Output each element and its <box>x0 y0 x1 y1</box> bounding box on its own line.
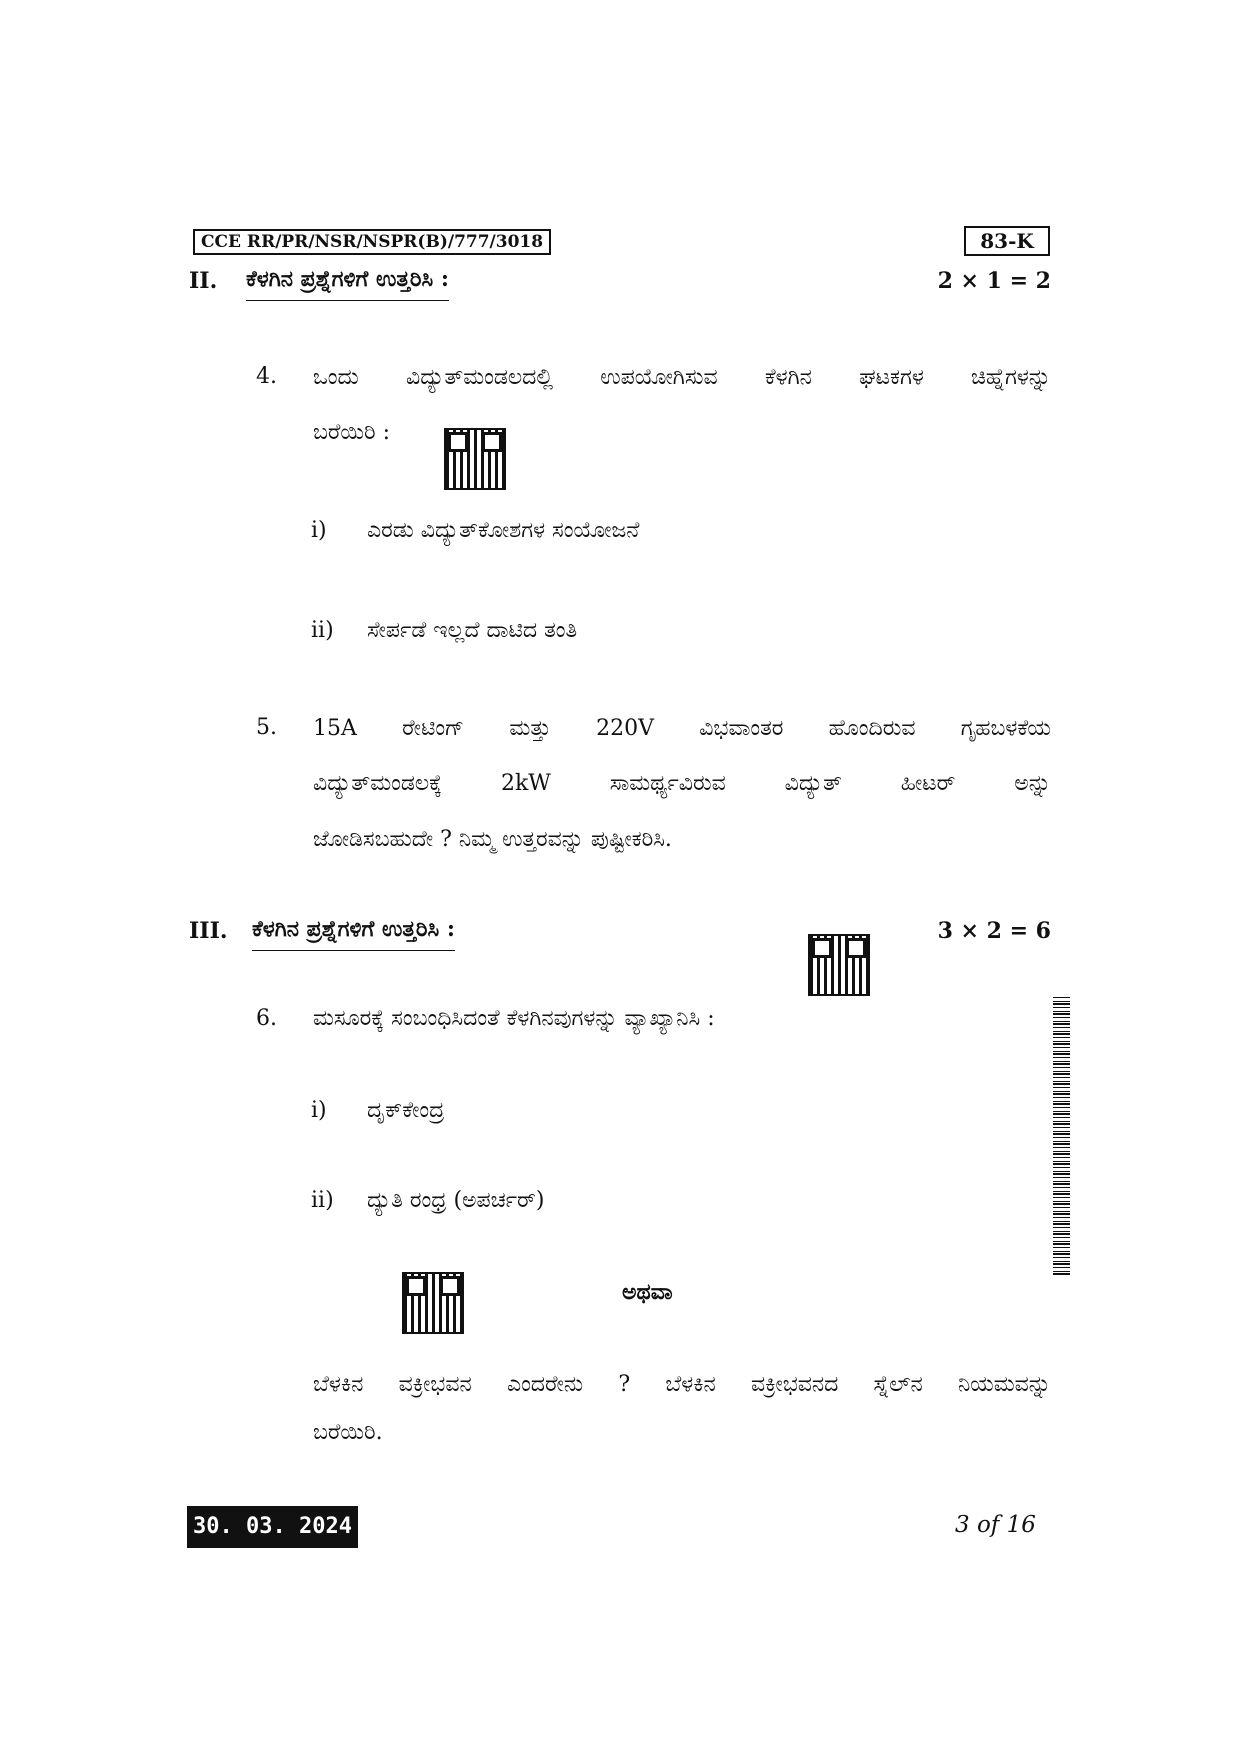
q4-option-1-label: i) <box>311 518 327 543</box>
q6-option-1-label: i) <box>311 1098 327 1123</box>
qr-code-icon <box>402 1272 464 1334</box>
q5-text-line2: ವಿದ್ಯುತ್‌ಮಂಡಲಕ್ಕೆ 2kW ಸಾಮರ್ಥ್ಯವಿರುವ ವಿದ್ಯುತ್ ಹೀಟರ್ ಅನ್ನು <box>313 771 1051 796</box>
section-2-title: ಕೆಳಗಿನ ಪ್ರಶ್ನೆಗಳಿಗೆ ಉತ್ತರಿಸಿ : <box>246 266 449 301</box>
section-3-marks: 3 × 2 = 6 <box>937 918 1051 944</box>
page-number: 3 of 16 <box>955 1512 1036 1538</box>
q4-text-line2: ಬರೆಯಿರಿ : <box>313 420 391 445</box>
q6-option-1-text: ದೃಕ್‌ಕೇಂದ್ರ <box>367 1098 445 1123</box>
section-2-number: II. <box>189 268 218 294</box>
q6-option-2-label: ii) <box>311 1188 334 1213</box>
section-3-title: ಕೆಳಗಿನ ಪ್ರಶ್ನೆಗಳಿಗೆ ಉತ್ತರಿಸಿ : <box>252 916 455 951</box>
q4-option-2-label: ii) <box>311 618 334 643</box>
exam-date: 30. 03. 2024 <box>187 1506 358 1548</box>
or-separator: ಅಥವಾ <box>622 1279 673 1305</box>
q6-number: 6. <box>256 1006 277 1031</box>
qr-code-icon <box>808 934 870 996</box>
question-paper-code: CCE RR/PR/NSR/NSPR(B)/777/3018 <box>193 229 551 255</box>
q6-option-2-text: ದ್ಯುತಿ ರಂಧ್ರ (ಅಪರ್ಚರ್) <box>367 1188 545 1213</box>
q5-text-line3: ಜೋಡಿಸಬಹುದೇ ? ನಿಮ್ಮ ಉತ್ತರವನ್ನು ಪುಷ್ಟೀಕರಿಸಿ. <box>313 827 672 852</box>
qr-code-icon <box>444 428 506 490</box>
q5-number: 5. <box>256 715 277 740</box>
q5-text-line1: 15A ರೇಟಿಂಗ್ ಮತ್ತು 220V ವಿಭವಾಂತರ ಹೊಂದಿರುವ ಗೃಹಬಳಕೆಯ <box>313 716 1051 741</box>
q4-option-1-text: ಎರಡು ವಿದ್ಯುತ್‌ಕೋಶಗಳ ಸಂಯೋಜನೆ <box>367 518 640 543</box>
q4-number: 4. <box>256 364 277 389</box>
q6-alt-text-line1: ಬೆಳಕಿನ ವಕ್ರೀಭವನ ಎಂದರೇನು ? ಬೆಳಕಿನ ವಕ್ರೀಭವನದ ಸ್ನೆಲ್‌ನ ನಿಯಮವನ್ನು <box>313 1372 1051 1397</box>
q6-text: ಮಸೂರಕ್ಕೆ ಸಂಬಂಧಿಸಿದಂತೆ ಕೆಳಗಿನವುಗಳನ್ನು ವ್ಯಾಖ್ಯಾನಿಸಿ : <box>313 1006 715 1031</box>
q6-alt-text-line2: ಬರೆಯಿರಿ. <box>313 1420 383 1445</box>
section-2-marks: 2 × 1 = 2 <box>937 268 1051 294</box>
q4-option-2-text: ಸೇರ್ಪಡೆ ಇಲ್ಲದೆ ದಾಟಿದ ತಂತಿ <box>367 618 578 643</box>
section-3-number: III. <box>189 918 228 944</box>
subject-code-box: 83-K <box>964 226 1050 256</box>
barcode-icon <box>1053 997 1070 1275</box>
q4-text-line1: ಒಂದು ವಿದ್ಯುತ್‌ಮಂಡಲದಲ್ಲಿ ಉಪಯೋಗಿಸುವ ಕೆಳಗಿನ ಘಟಕಗಳ ಚಿಹ್ನೆಗಳನ್ನು <box>313 365 1051 390</box>
